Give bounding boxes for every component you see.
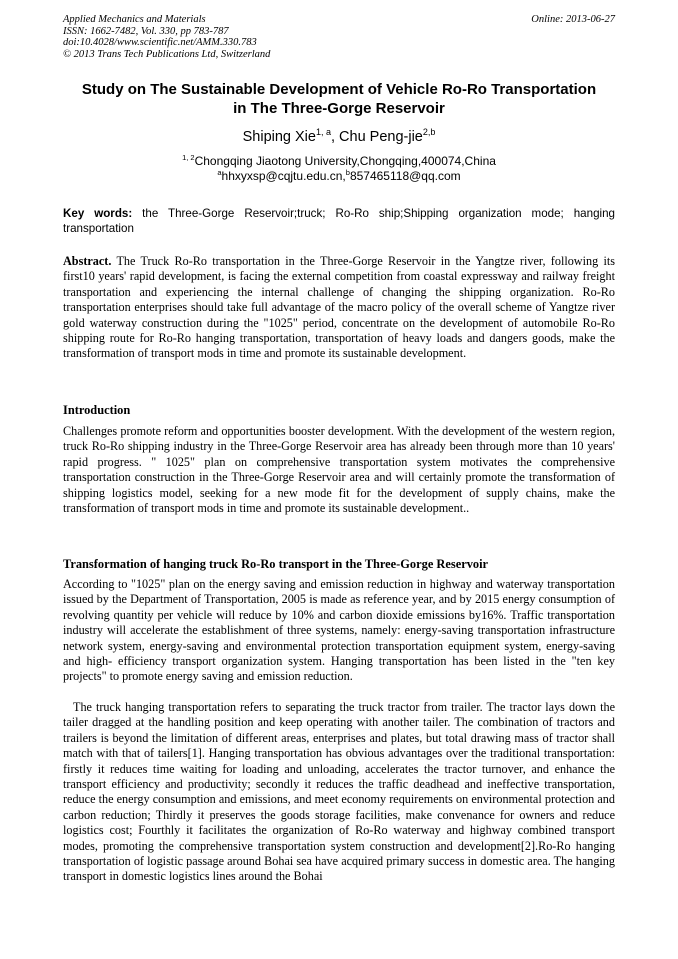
issn-line: ISSN: 1662-7482, Vol. 330, pp 783-787 bbox=[63, 25, 229, 37]
abstract-block bbox=[63, 254, 615, 362]
introduction-heading: Introduction bbox=[63, 403, 131, 417]
title-line-2: in The Three-Gorge Reservoir bbox=[233, 100, 445, 117]
paper-title bbox=[40, 80, 638, 118]
affiliation-line bbox=[40, 154, 638, 169]
online-date: Online: 2013-06-27 bbox=[531, 14, 615, 25]
copyright-line: © 2013 Trans Tech Publications Ltd, Switzerland bbox=[63, 48, 271, 60]
keywords-text: the Three-Gorge Reservoir;truck; Ro-Ro ship;Shipping organization mode; hanging transportation bbox=[63, 207, 615, 235]
email-a: hhxyxsp@cqjtu.edu.cn, bbox=[221, 169, 346, 183]
author-list bbox=[40, 128, 638, 146]
transformation-paragraph-2: The truck hanging transportation refers to separating the truck tractor from trailer. The tractor lays down the tailer dragged at the handling position and keep operating with another tailer. The combination of tractors and trailers is beyond the limitation of different areas, enterprises and plates, but total drawing mass of tractor shall match with that of tailers[1]. Hanging transportation has obvious advantages over the traditional transportation: firstly it reduces time waiting for loading and unloading, accelerates the tractor turnover, and enhance the transport efficiency and productivity; secondly it reduces the traffic deadhead and ineffective transportation, reduce the energy consumption and emissions, and meet economy requirements on environmental protection and carbon reduction; Thirdly it preserves the goods storage facilities, make convenance for owners and reduce logistics cost; Fourthly it facilitates the organization of Ro-Ro waterway and highway combined transport modes, promoting the comprehensive transportation system construction and development[2].Ro-Ro hanging transportation of logistic passage around Bohai sea have acquired primary success in domestic area. The hanging transport in domestic logistics lines around the Bohai bbox=[63, 700, 615, 884]
author-1-affiliation-mark: 1, a bbox=[315, 127, 331, 137]
affiliation-block bbox=[40, 154, 638, 184]
author-2-affiliation-mark: 2,b bbox=[422, 127, 436, 137]
email-mark-a: a bbox=[217, 168, 222, 177]
keywords-block bbox=[63, 206, 615, 236]
email-mark-b: b bbox=[345, 168, 350, 177]
title-line-1: Study on The Sustainable Development of Vehicle Ro-Ro Transportation bbox=[81, 81, 597, 98]
email-line bbox=[40, 169, 638, 184]
transformation-paragraph-1: According to "1025" plan on the energy saving and emission reduction in highway and waterway transportation issued by the Department of Transportation, 2005 is made as reference year, and by 2015 energy consumption of revolving quantity per vehicle will reduce by 10% and carbon dioxide emissions by16%. Traffic transportation industry will accelerate the establishment of three systems, namely: energy-saving transportation infrastructure network system, energy-saving and environmental protection transportation equipment system, energy-saving and high- efficiency transport organization system. Hanging transportation has been listed in the "ten key projects" to promote energy saving and emission reduction. bbox=[63, 577, 615, 684]
affiliation-mark: 1, 2 bbox=[182, 153, 195, 162]
affiliation-text: Chongqing Jiaotong University,Chongqing,400074,China bbox=[194, 154, 496, 168]
journal-header bbox=[63, 14, 615, 60]
abstract-text: The Truck Ro-Ro transportation in the Three-Gorge Reservoir in the Yangtze river, following its first10 years' rapid development, is facing the external competition from coastal expressway and railway freight transportation and experiencing the internal challenge of changing the shipping organization. Ro-Ro transportation enterprises should take full advantage of the macro policy of the overall scheme of Yangtze river gold waterway construction during the "1025" period, concentrate on the development of automobile Ro-Ro shipping route for Ro-Ro hanging transportation, transportation of heavy loads and dangers goods, make the transformation of transport mods in time and promote its sustainable development. bbox=[63, 254, 615, 361]
doi-line: doi:10.4028/www.scientific.net/AMM.330.783 bbox=[63, 37, 257, 48]
author-2: Chu Peng-jie bbox=[339, 129, 423, 145]
introduction-paragraph: Challenges promote reform and opportunities booster development. With the development of the western region, truck Ro-Ro shipping industry in the Three-Gorge Reservoir area has already been through more than 10 years' rapid progress. " 1025" plan on comprehensive transportation system motivates the comprehensive transportation construction in the Three-Gorge Reservoir area and will certainly promote the transformation of shipping logistics model, seeking for a new mode fit for the development of supply chains, make the transformation of transport mods in time and promote its sustainable development.. bbox=[63, 424, 615, 516]
author-1: Shiping Xie bbox=[242, 129, 316, 145]
abstract-label: Abstract. bbox=[63, 254, 112, 268]
email-b: 857465118@qq.com bbox=[349, 169, 461, 183]
author-separator: , bbox=[330, 129, 340, 145]
journal-name: Applied Mechanics and Materials bbox=[63, 14, 206, 25]
transformation-heading: Transformation of hanging truck Ro-Ro transport in the Three-Gorge Reservoir bbox=[63, 557, 489, 571]
keywords-label: Key words: bbox=[63, 207, 133, 220]
